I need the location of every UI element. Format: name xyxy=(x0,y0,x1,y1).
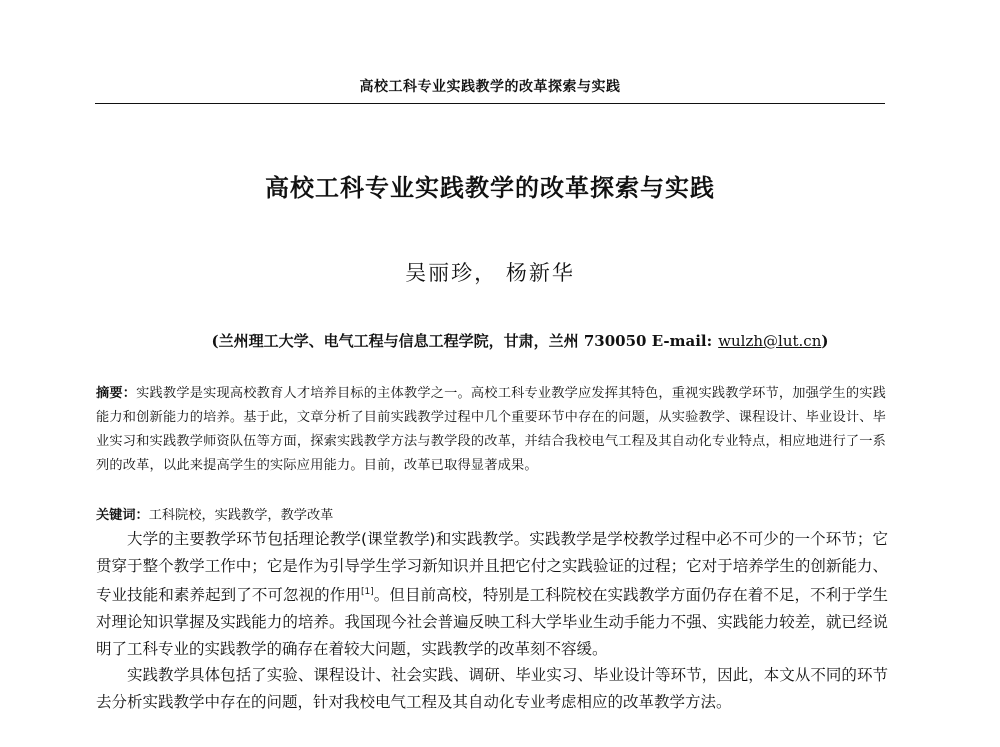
page-title: 高校工科专业实践教学的改革探索与实践 xyxy=(265,174,715,202)
email-link[interactable]: wulzh@lut.cn xyxy=(718,332,822,350)
affiliation-close: ) xyxy=(821,332,829,350)
abstract-text: 实践教学是实现高校教育人才培养目标的主体教学之一。高校工科专业教学应发挥其特色，重视实践教学环节，加强学生的实践能力和创新能力的培养。基于此，文章分析了目前实践教学过程中几个重要环节中存在的问题，从实验教学、课程设计、毕业设计、毕业实习和实践教学师资队伍等方面，探索实践教学方法与教学段的改革，并结合我校电气工程及其自动化专业特点，相应地进行了一系列的改革，以此来提高学生的实际应用能力。目前，改革已取得显著成果。 xyxy=(96,386,886,473)
paragraph-1 xyxy=(96,526,888,662)
affiliation-text: (兰州理工大学、电气工程与信息工程学院，甘肃，兰州 730050 E-mail: xyxy=(211,332,713,350)
paragraph-2: 实践教学具体包括了实验、课程设计、社会实践、调研、毕业实习、毕业设计等环节，因此，本文从不同的环节去分析实践教学中存在的问题，针对我校电气工程及其自动化专业考虑相应的改革教学方法。 xyxy=(96,666,888,711)
citation-ref[interactable]: [1] xyxy=(360,587,374,598)
keywords-text: 工科院校，实践教学，教学改革 xyxy=(148,508,334,523)
paragraph-1-part-b: 。但目前高校，特别是工科院校在实践教学方面仍存在着不足，不利于学生对理论知识掌握及实践能力的培养。我国现今社会普遍反映工科大学毕业生动手能力不强、实践能力较差，就已经说明了工科专业的实践教学的确存在着较大问题，实践教学的改革刻不容缓。 xyxy=(96,586,888,658)
abstract xyxy=(96,382,886,478)
affiliation xyxy=(140,330,900,351)
header-rule xyxy=(95,103,885,104)
body-text xyxy=(96,526,888,715)
keywords-label: 关键词： xyxy=(96,508,149,523)
authors: 吴丽珍， 杨新华 xyxy=(405,261,575,285)
keywords xyxy=(96,505,886,527)
abstract-label: 摘要： xyxy=(96,386,137,401)
paragraph-1-part-a: 大学的主要教学环节包括理论教学(课堂教学)和实践教学。实践教学是学校教学过程中必不可少的一个环节；它贯穿于整个教学工作中；它是作为引导学生学习新知识并且把它付之实践验证的过程；它对于培养学生的创新能力、专业技能和素养起到了不可忽视的作用 xyxy=(96,530,888,605)
running-head: 高校工科专业实践教学的改革探索与实践 xyxy=(359,79,621,95)
